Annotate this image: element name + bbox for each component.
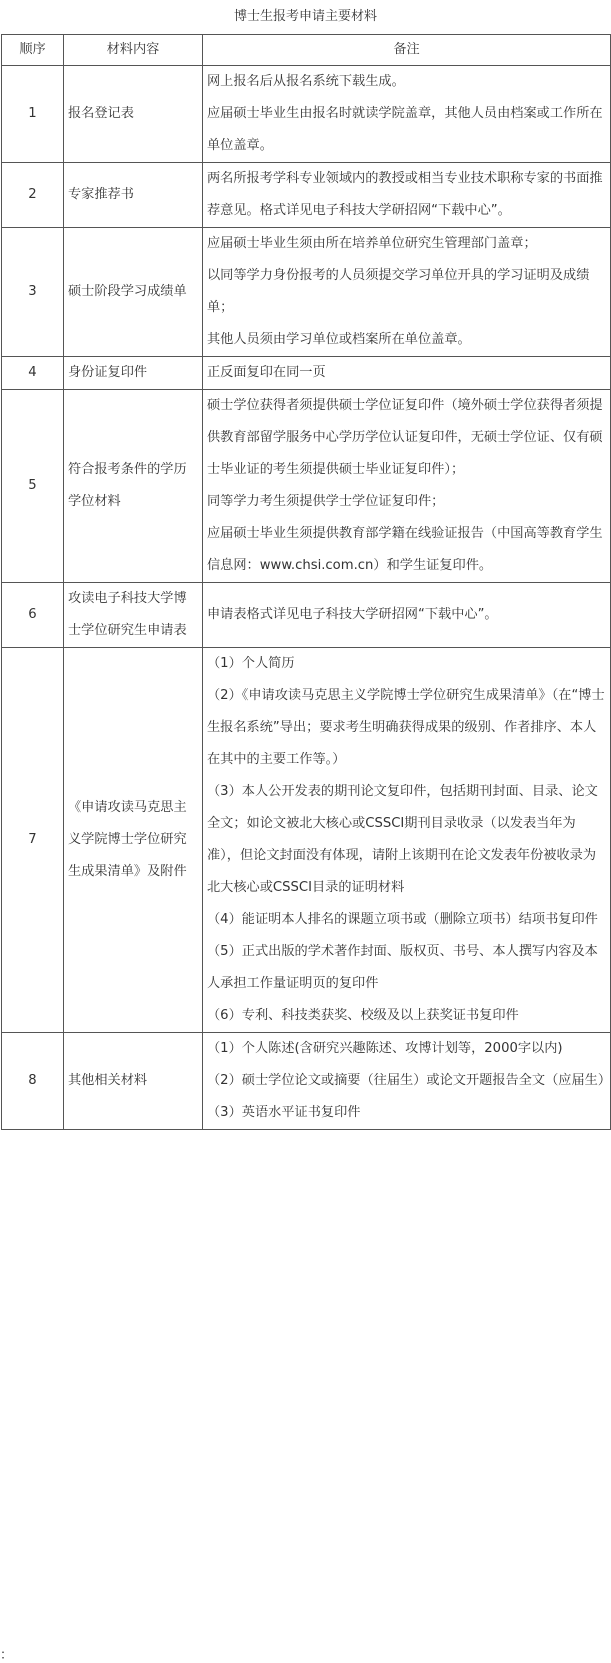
row-order: 4: [2, 357, 64, 390]
row-material: 符合报考条件的学历学位材料: [64, 390, 203, 583]
header-item: 材料内容: [64, 35, 203, 66]
row-order: 2: [2, 163, 64, 228]
row-order: 3: [2, 228, 64, 357]
note-line: （3）本人公开发表的期刊论文复印件，包括期刊封面、目录、论文全文；如论文被北大核心或CSSCI期刊目录收录（以发表当年为准），但论文封面没有体现，请附上该期刊在论文发表年份被收录为北大核心或CSSCI目录的证明材料: [207, 784, 598, 895]
note-line: 硕士学位获得者须提供硕士学位证复印件（境外硕士学位获得者须提供教育部留学服务中心学历学位认证复印件，无硕士学位证、仅有硕士毕业证的考生须提供硕士毕业证复印件）；: [207, 398, 603, 477]
note-line: 应届硕士毕业生须由所在培养单位研究生管理部门盖章；: [207, 236, 537, 251]
row-order: 1: [2, 66, 64, 163]
note-line: （2）硕士学位论文或摘要（往届生）或论文开题报告全文（应届生）: [207, 1073, 611, 1088]
table-row: [2, 163, 611, 228]
table-row: [2, 390, 611, 583]
row-material: 《申请攻读马克思主义学院博士学位研究生成果清单》及附件: [64, 648, 203, 1033]
row-material: 专家推荐书: [64, 163, 203, 228]
table-row: [2, 66, 611, 163]
table-row: [2, 583, 611, 648]
note-line: （4）能证明本人排名的课题立项书或（删除立项书）结项书复印件: [207, 912, 598, 927]
table-row: [2, 228, 611, 357]
materials-table: [1, 34, 611, 1130]
row-order: 8: [2, 1033, 64, 1130]
row-order: 6: [2, 583, 64, 648]
row-order: 5: [2, 390, 64, 583]
row-note: [203, 163, 611, 228]
table-row: [2, 357, 611, 390]
table-header-row: [2, 35, 611, 66]
row-material: 硕士阶段学习成绩单: [64, 228, 203, 357]
note-line: （1）个人简历: [207, 656, 295, 671]
row-note: [203, 357, 611, 390]
note-line: 网上报名后从报名系统下载生成。: [207, 74, 405, 89]
row-material: 身份证复印件: [64, 357, 203, 390]
note-line: 应届硕士毕业生须提供教育部学籍在线验证报告（中国高等教育学生信息网：www.chsi.com.cn）和学生证复印件。: [207, 526, 603, 573]
note-line: 应届硕士毕业生由报名时就读学院盖章，其他人员由档案或工作所在单位盖章。: [207, 106, 603, 153]
note-line: （6）专利、科技类获奖、校级及以上获奖证书复印件: [207, 1008, 519, 1023]
row-note: [203, 66, 611, 163]
note-line: 两名所报考学科专业领域内的教授或相当专业技术职称专家的书面推荐意见。格式详见电子科技大学研招网“下载中心”。: [207, 171, 603, 218]
row-note: [203, 648, 611, 1033]
note-line: 正反面复印在同一页: [207, 365, 326, 380]
note-line: 其他人员须由学习单位或档案所在单位盖章。: [207, 332, 471, 347]
note-line: （5）正式出版的学术著作封面、版权页、书号、本人撰写内容及本人承担工作量证明页的复印件: [207, 944, 598, 991]
row-material: 报名登记表: [64, 66, 203, 163]
row-note: [203, 228, 611, 357]
table-row: [2, 1033, 611, 1130]
table-caption: 博士生报考申请主要材料: [233, 9, 377, 24]
row-note: [203, 390, 611, 583]
header-note: 备注: [203, 35, 611, 66]
row-order: 7: [2, 648, 64, 1033]
note-line: （3）英语水平证书复印件: [207, 1105, 361, 1120]
note-line: 以同等学力身份报考的人员须提交学习单位开具的学习证明及成绩单；: [207, 268, 590, 315]
footer-fragment: ：: [0, 1648, 14, 1663]
note-line: 同等学力考生须提供学士学位证复印件；: [207, 494, 445, 509]
table-row: [2, 648, 611, 1033]
row-material: 攻读电子科技大学博士学位研究生申请表: [64, 583, 203, 648]
row-note: [203, 1033, 611, 1130]
row-material: 其他相关材料: [64, 1033, 203, 1130]
row-note: [203, 583, 611, 648]
note-line: （2）《申请攻读马克思主义学院博士学位研究生成果清单》（在“博士生报名系统”导出；要求考生明确获得成果的级别、作者排序、本人在其中的主要工作等。）: [207, 688, 605, 767]
header-order: 顺序: [2, 35, 64, 66]
note-line: 申请表格式详见电子科技大学研招网“下载中心”。: [207, 607, 498, 622]
note-line: （1）个人陈述(含研究兴趣陈述、攻博计划等，2000字以内): [207, 1041, 563, 1056]
